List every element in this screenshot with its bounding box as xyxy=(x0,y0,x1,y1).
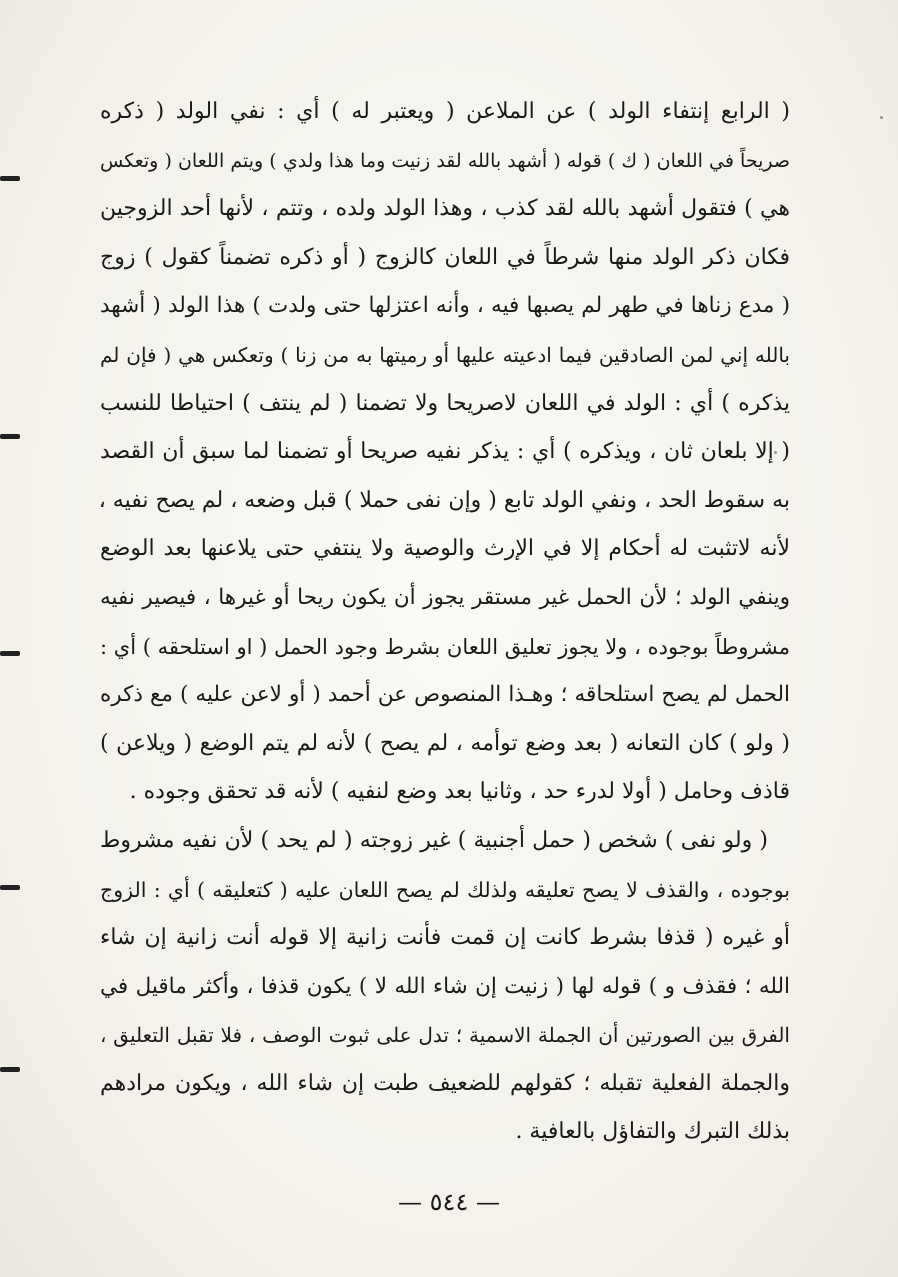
body-text xyxy=(100,88,790,1157)
text-line: لأنه لاتثبت له أحكام إلا في الإرث والوصية ولا ينتفي حتى يلاعنها بعد الوضع xyxy=(100,536,790,562)
text-line: ( الرابع إنتفاء الولد ) عن الملاعن ( ويعتبر له ) أي : نفي الولد ( ذكره xyxy=(100,99,790,124)
margin-mark xyxy=(0,176,20,181)
text-line: به سقوط الحد ، ونفي الولد تابع ( وإن نفى حملا ) قبل وضعه ، لم يصح نفيه ، xyxy=(98,487,790,513)
text-line: ( إلا بلعان ثان ، ويذكره ) أي : يذكر نفيه صريحا أو تضمنا لما سبق أن القصد xyxy=(100,439,790,465)
text-line: يذكره ) أي : الولد في اللعان لاصريحا ولا تضمنا ( لم ينتف ) احتياطا للنسب xyxy=(100,390,790,416)
text-line: بوجوده ، والقذف لا يصح تعليقه ولذلك لم يصح اللعان عليه ( كتعليقه ) أي : الزوج xyxy=(100,877,790,902)
text-line: أو غيره ( قذفا بشرط كانت إن قمت فأنت زانية إلا قوله أنت زانية إن شاء xyxy=(100,925,790,951)
text-line: قاذف وحامل ( أولا لدرء حد ، وثانيا بعد وضع لنفيه ) لأنه قد تحقق وجوده . xyxy=(129,779,790,805)
text-line: هي ) فتقول أشهد بالله لقد كذب ، وهذا الولد ولده ، وتتم ، لأنها أحد الزوجين xyxy=(100,196,790,222)
margin-mark xyxy=(0,1067,20,1072)
text-line: بالله إني لمن الصادقين فيما ادعيته عليها أو رميتها به من زنا ) وتعكس هي ( فإن لم xyxy=(100,342,790,367)
text-line: مشروطاً بوجوده ، ولا يجوز تعليق اللعان بشرط وجود الحمل ( او استلحقه ) أي : xyxy=(100,634,790,659)
text-line: بذلك التبرك والتفاؤل بالعافية . xyxy=(515,1119,790,1145)
text-line: الفرق بين الصورتين أن الجملة الاسمية ؛ تدل على ثبوت الوصف ، فلا تقبل التعليق ، xyxy=(100,1023,790,1048)
text-line: ( مدع زناها في طهر لم يصبها فيه ، وأنه اعتزلها حتى ولدت ) هذا الولد ( أشهد xyxy=(100,293,790,319)
text-line: وينفي الولد ؛ لأن الحمل غير مستقر يجوز أن يكون ريحا أو غيرها ، فيصير نفيه xyxy=(100,584,790,610)
margin-mark xyxy=(0,651,20,656)
scan-speck xyxy=(880,116,883,119)
text-line: الله ؛ فقذف و ) قوله لها ( زنيت إن شاء الله لا ) يكون قذفا ، وأكثر ماقيل في xyxy=(100,973,790,999)
margin-mark xyxy=(0,885,20,890)
text-line: والجملة الفعلية تقبله ؛ كقولهم للضعيف طبت إن شاء الله ، ويكون مرادهم xyxy=(100,1070,790,1096)
text-line: صريحاً في اللعان ( ك ) قوله ( أشهد بالله لقد زنيت وما هذا ولدي ) ويتم اللعان ( وتعكس xyxy=(100,149,790,172)
margin-mark xyxy=(0,434,20,439)
text-line: ( ولو نفى ) شخص ( حمل أجنبية ) غير زوجته ( لم يحد ) لأن نفيه مشروط xyxy=(100,827,768,853)
text-line: فكان ذكر الولد منها شرطاً في اللعان كالزوج ( أو ذكره تضمناً كقول ) زوج xyxy=(100,244,790,270)
text-line: الحمل لم يصح استلحاقه ؛ وهـذا المنصوص عن أحمد ( أو لاعن عليه ) مع ذكره xyxy=(100,682,790,708)
page-number: — ٥٤٤ — xyxy=(398,1188,500,1216)
text-line: ( ولو ) كان التعانه ( بعد وضع توأمه ، لم يصح ) لأنه لم يتم الوضع ( ويلاعن ) xyxy=(100,730,790,756)
